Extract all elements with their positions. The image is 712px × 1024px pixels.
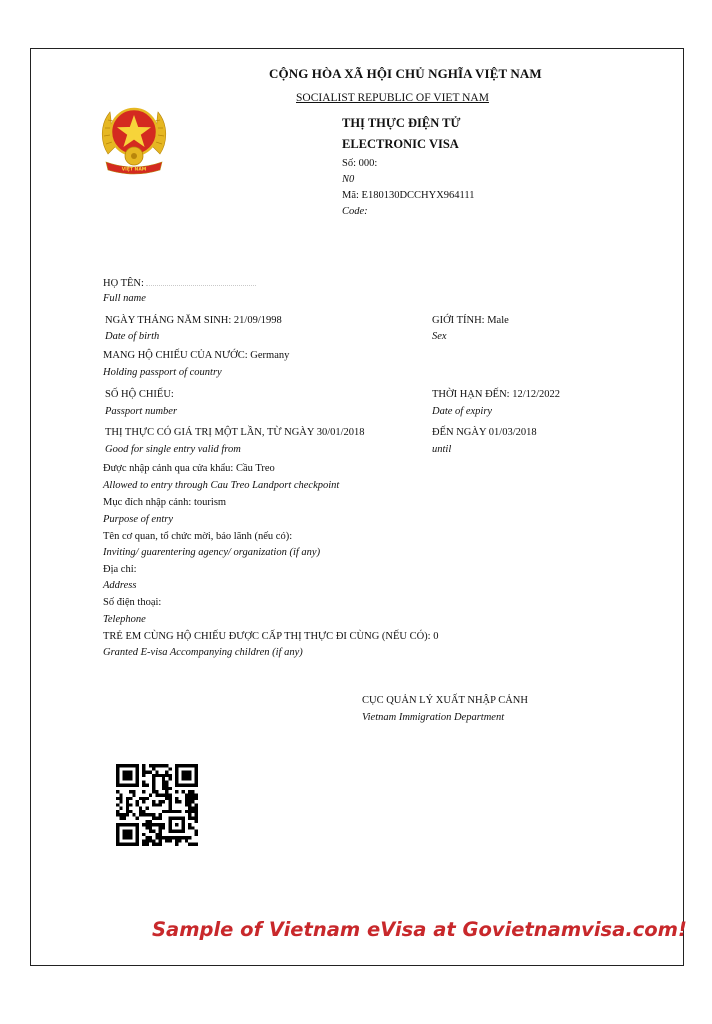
visa-title-vn: THỊ THỰC ĐIỆN TỬ [342,116,461,130]
until-label-en: until [432,444,452,455]
passport-number-label-vn: SỐ HỘ CHIẾU: [105,389,174,400]
full-name-row [103,276,256,290]
validity-label-vn: THỊ THỰC CÓ GIÁ TRỊ MỘT LẦN, TỪ NGÀY [105,427,315,438]
entry-port-label-en: Allowed to entry through Cau Treo Landport checkpoint [103,480,340,491]
sex-value: Male [487,315,509,326]
until-label-vn: ĐẾN NGÀY [432,427,487,438]
entry-port-row [103,462,275,475]
nationality-row [103,349,289,362]
agency-label-vn: Tên cơ quan, tổ chức mời, bảo lãnh (nếu có): [103,531,293,542]
expiry-value: 12/12/2022 [512,389,561,400]
children-label-vn: TRẺ EM CÙNG HỘ CHIẾU ĐƯỢC CẤP THỊ THỰC ĐI CÙNG (NẾU CÓ): [103,631,431,642]
purpose-label-vn: Mục đích nhập cảnh: [103,497,192,508]
full-name-label-vn: HỌ TÊN: [103,278,144,289]
national-emblem-icon [98,98,170,178]
visa-title-en: ELECTRONIC VISA [342,137,459,151]
expiry-label-vn: THỜI HẠN ĐẾN: [432,389,510,400]
sample-watermark: Sample of Vietnam eVisa at Govietnamvisa.com! [152,918,687,941]
expiry-label-en: Date of expiry [432,406,493,417]
visa-code-line [342,189,475,202]
country-name-en: SOCIALIST REPUBLIC OF VIET NAM [296,92,489,104]
issuer-name-vn: CỤC QUẢN LÝ XUẤT NHẬP CẢNH [362,695,528,706]
children-row [103,630,438,643]
validity-value: 30/01/2018 [316,427,365,438]
emblem-ribbon-text: VIỆT NAM [121,167,147,173]
sex-label-vn: GIỚI TÍNH: [432,315,485,326]
entry-port-label-vn: Được nhập cảnh qua cửa khẩu: [103,463,234,474]
purpose-row [103,496,226,509]
country-name-vn: CỘNG HÒA XÃ HỘI CHỦ NGHĨA VIỆT NAM [269,66,542,81]
qr-modules [116,764,198,846]
phone-label-en: Telephone [103,614,146,625]
dob-label-en: Date of birth [105,331,160,342]
visa-code-label-vn: Mã: [342,190,359,201]
address-label-vn: Địa chỉ: [103,564,137,575]
dob-value: 21/09/1998 [233,315,282,326]
dob-row [105,314,282,327]
purpose-value: tourism [193,497,227,508]
phone-label-vn: Số điện thoại: [103,597,162,608]
passport-number-label-en: Passport number [105,406,178,417]
agency-label-en: Inviting/ guarentering agency/ organization (if any) [103,547,321,558]
full-name-label-en: Full name [103,293,146,304]
sex-row [432,314,509,327]
nationality-value: Germany [250,350,290,361]
until-value: 01/03/2018 [488,427,537,438]
full-name-placeholder [146,276,256,286]
validity-row [105,426,365,439]
validity-label-en: Good for single entry valid from [105,444,241,455]
children-value: 0 [433,631,439,642]
dob-label-vn: NGÀY THÁNG NĂM SINH: [105,315,232,326]
until-row [432,426,537,439]
visa-number-label-vn: Số: 000: [342,158,378,169]
qr-code-icon [116,764,198,846]
visa-number-label-en: N0 [342,174,355,185]
emblem-cogwheel [125,147,143,165]
nationality-label-vn: MANG HỘ CHIẾU CỦA NƯỚC: [103,350,248,361]
visa-code-label-en: Code: [342,206,368,217]
purpose-label-en: Purpose of entry [103,514,173,525]
sex-label-en: Sex [432,331,447,342]
nationality-label-en: Holding passport of country [103,367,222,378]
entry-port-value: Cầu Treo [235,463,275,474]
children-label-en: Granted E-visa Accompanying children (if any) [103,647,303,658]
expiry-row [432,388,560,401]
issuer-name-en: Vietnam Immigration Department [362,712,505,723]
visa-code-value: E180130DCCHYX964111 [361,190,475,201]
address-label-en: Address [103,580,137,591]
